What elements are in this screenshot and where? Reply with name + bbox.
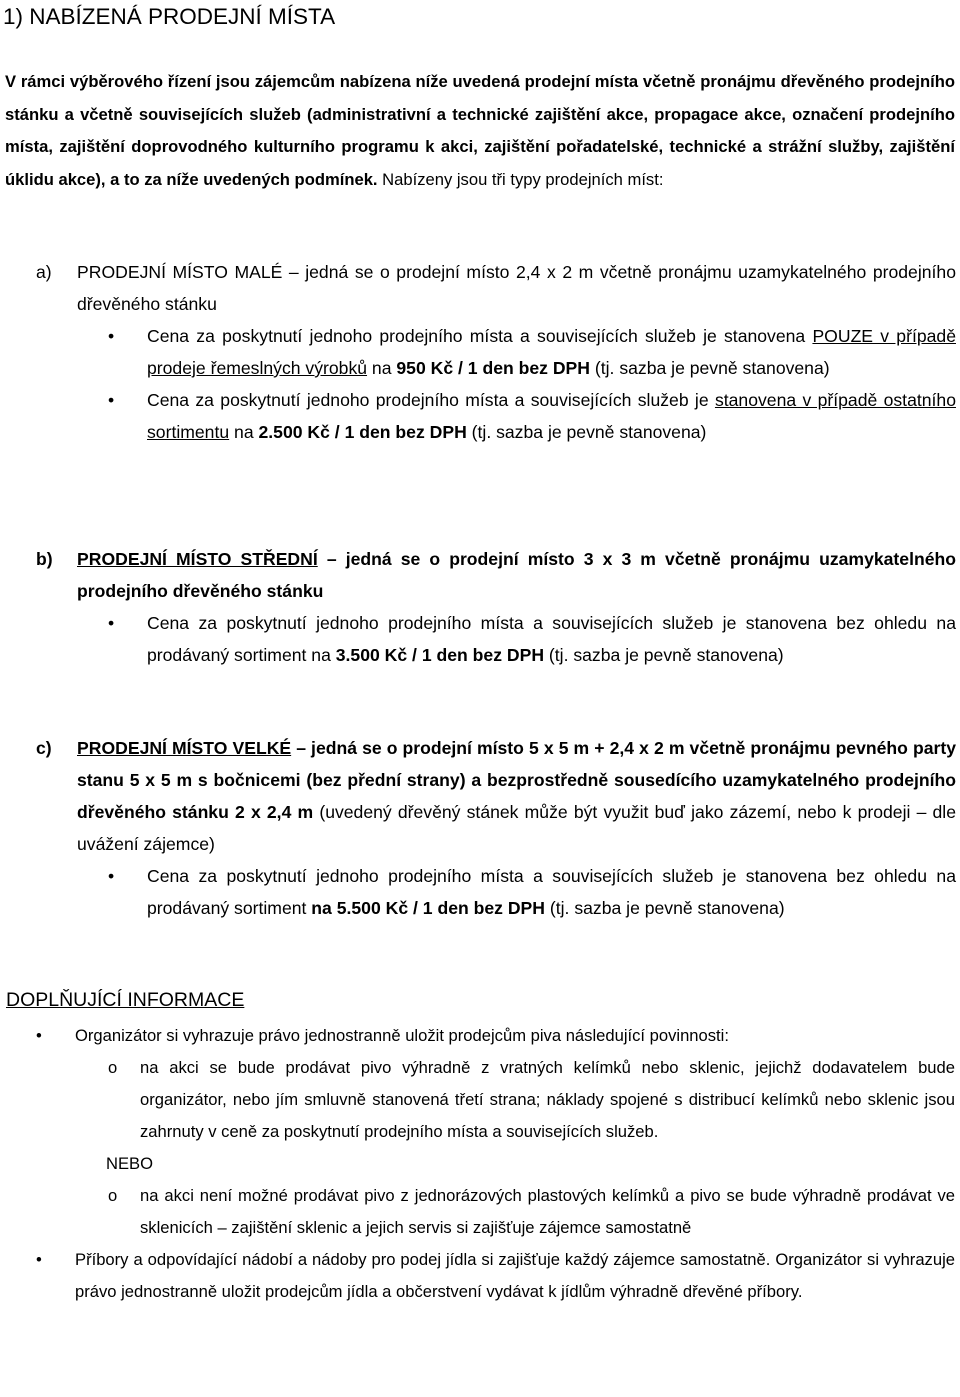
list-item: [36, 384, 956, 448]
info-item-text: Příbory a odpovídající nádobí a nádoby pro podej jídla si zajišťuje každý zájemce samostatně. Organizátor si vyhrazuje právo jednostranně uložit prodejcům jídla a občerstvení vydávat k jídlům výhradně dřevěné příbory.: [75, 1250, 955, 1301]
section-b-bullets: [36, 607, 956, 671]
condition-text: stanovena v případě ostatního sortimentu: [147, 390, 956, 442]
page-title: 1) NABÍZENÁ PRODEJNÍ MÍSTA: [3, 4, 336, 29]
list-item: [36, 320, 956, 384]
section-c-bullets: [36, 860, 956, 924]
price-note: (tj. sazba je pevně stanovena): [544, 645, 784, 665]
section-c: [36, 732, 956, 924]
info-sub-list: [5, 1180, 955, 1244]
section-a-title: PRODEJNÍ MÍSTO MALÉ: [77, 262, 283, 282]
info-bullets: [5, 1244, 955, 1308]
section-b: [36, 543, 956, 671]
section-b-label: b): [36, 549, 53, 569]
bullet-icon: •: [108, 390, 115, 410]
nebo-label: NEBO: [106, 1154, 154, 1173]
circle-bullet-icon: o: [108, 1058, 118, 1077]
price-value: 3.500 Kč / 1 den bez DPH: [335, 645, 545, 665]
section-a-label: a): [36, 262, 52, 282]
price-value: na 5.500 Kč / 1 den bez DPH: [311, 898, 545, 918]
sub-list-item: [5, 1180, 955, 1244]
section-c-description: – jedná se o prodejní místo 5 x 5 m + 2,4 x 2 m včetně pronájmu pevného party stanu 5 x 5 m s bočnicemi (bez přední strany) a bezprostředně sousedícího uzamykatelného prodejního dřevěného stánku 2 x 2,4 m: [77, 738, 956, 822]
section-c-label: c): [36, 738, 52, 758]
additional-info-heading: [6, 985, 244, 1015]
section-a-description: – jedná se o prodejní místo 2,4 x 2 m včetně pronájmu uzamykatelného prodejního dřevěného stánku: [77, 262, 956, 314]
price-text-mid: na: [229, 422, 259, 442]
section-c-title: PRODEJNÍ MÍSTO VELKÉ: [77, 738, 292, 758]
list-item: [5, 1244, 955, 1308]
condition-text: POUZE v případě prodeje řemeslných výrobků: [147, 326, 956, 378]
section-b-title: PRODEJNÍ MÍSTO STŘEDNÍ: [77, 549, 318, 569]
list-item: [36, 607, 956, 671]
price-note: (tj. sazba je pevně stanovena): [590, 358, 830, 378]
price-note: (tj. sazba je pevně stanovena): [466, 422, 707, 442]
sub-item-text: na akci se bude prodávat pivo výhradně z vratných kelímků nebo sklenic, jejichž dodavatelem bude organizátor, nebo jím smluvně stanovená třetí strana; náklady spojené s distribucí kelímků nebo sklenic jsou zahrnuty v ceně za poskytnutí prodejního místa a souvisejících služeb.: [140, 1058, 955, 1141]
bullet-icon: •: [36, 1250, 42, 1269]
list-item: [36, 860, 956, 924]
circle-bullet-icon: o: [108, 1186, 118, 1205]
section-b-description: – jedná se o prodejní místo 3 x 3 m včetně pronájmu uzamykatelného prodejního dřevěného stánku: [77, 549, 956, 601]
section-a: [36, 256, 956, 448]
sub-item-text: na akci není možné prodávat pivo z jednorázových plastových kelímků a pivo se bude výhradně prodávat ve sklenicích – zajištění sklenic a jejich servis si zajišťuje zájemce samostatně: [140, 1186, 955, 1237]
info-item-text: Organizátor si vyhrazuje právo jednostranně uložit prodejcům piva následující povinnosti:: [75, 1026, 729, 1045]
info-bullets: [5, 1020, 955, 1052]
additional-info: [5, 1020, 955, 1308]
info-sub-list: [5, 1052, 955, 1148]
price-text: Cena za poskytnutí jednoho prodejního místa a souvisejících služeb je: [147, 390, 715, 410]
price-value: 2.500 Kč / 1 den bez DPH: [258, 422, 467, 442]
section-c-note: (uvedený dřevěný stánek může být využit buď jako zázemí, nebo k prodeji – dle uvážení zájemce): [77, 802, 956, 854]
bullet-icon: •: [108, 866, 115, 886]
additional-info-title: DOPLŇUJÍCÍ INFORMACE: [6, 989, 245, 1011]
bullet-icon: •: [108, 326, 115, 346]
bullet-icon: •: [108, 613, 115, 633]
sub-list-item: [5, 1052, 955, 1148]
price-text-mid: na: [367, 358, 397, 378]
price-note: (tj. sazba je pevně stanovena): [545, 898, 785, 918]
list-item: [5, 1020, 955, 1052]
price-text: Cena za poskytnutí jednoho prodejního místa a souvisejících služeb je stanovena bez ohledu na prodávaný sortiment na: [147, 613, 956, 665]
section-a-heading: [36, 256, 956, 320]
price-text: Cena za poskytnutí jednoho prodejního místa a souvisejících služeb je stanovena: [147, 326, 813, 346]
section-b-heading: [36, 543, 956, 607]
price-text: Cena za poskytnutí jednoho prodejního místa a souvisejících služeb je stanovena bez ohledu na prodávaný sortiment: [147, 866, 956, 918]
intro-paragraph: [5, 66, 955, 196]
section-a-bullets: [36, 320, 956, 448]
section-c-heading: [36, 732, 956, 860]
intro-plain-text: Nabízeny jsou tři typy prodejních míst:: [377, 169, 664, 189]
bullet-icon: •: [36, 1026, 42, 1045]
intro-bold-text: V rámci výběrového řízení jsou zájemcům nabízena níže uvedená prodejní místa včetně pronájmu dřevěného prodejního stánku a včetně souvisejících služeb (administrativní a technické zajištění akce, propagace akce, označení prodejního místa, zajištění doprovodného kulturního programu k akci, zajištění pořadatelské, technické a strážní služby, zajištění úklidu akce), a to za níže uvedených podmínek.: [5, 72, 955, 189]
price-value: 950 Kč / 1 den bez DPH: [396, 358, 590, 378]
